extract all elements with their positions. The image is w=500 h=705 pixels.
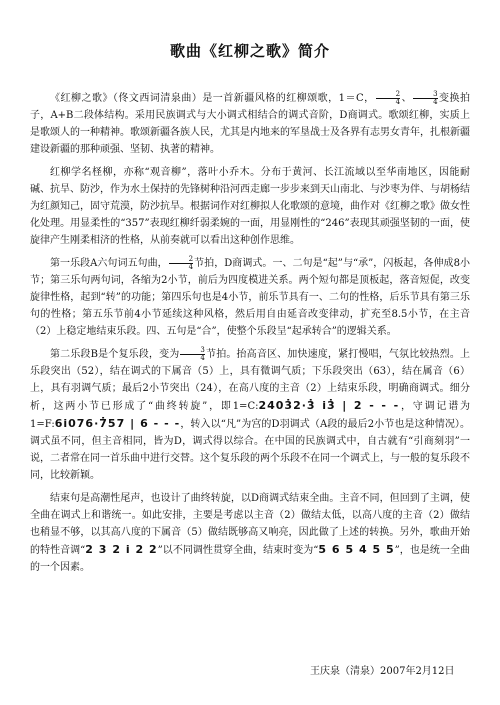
separator-dot: 、 [401, 93, 413, 104]
time-signature-2-4: $\frac{2}{4}$ [169, 256, 193, 271]
author-signature: 王庆泉（清泉）2007年2月12日 [310, 666, 455, 677]
paragraph-1-text-a: 《红柳之歌》（佟文西词清泉曲）是一首新疆风格的红柳颂歌，1＝C， [50, 93, 375, 104]
paragraph-3 [30, 255, 470, 340]
jianpu-notation-1: 2403̇2·3̇ i3̇ | 2 - - - [258, 399, 400, 412]
paragraph-5-text-b: ”以不同调性贯穿全曲，结束时变为“ [157, 545, 319, 556]
paragraph-5-text-a: 结束句是高潮性尾声，也设计了曲终转旋，以D商调式结束全曲。主音不同，但回到了主调，使全曲在调式上和谐统一。如此安排，主要是考虑以主音（2）做结太低，以高八度的主音（2）做结也稍显不够，以其高八度的下属音（5）做结既够高又响亮，因此做了上述的转换。另外，歌曲开始的特性音调“ [30, 493, 470, 556]
time-signature-2-4: $\frac{2}{4}$ [376, 91, 400, 106]
jianpu-notation-3: 2 3 2 i 2 2 [85, 543, 158, 556]
time-signature-3-4: $\frac{3}{4}$ [180, 347, 204, 362]
paragraph-3-text-a: 第一乐段A六句词五句曲， [50, 258, 168, 269]
document-title: 歌曲《红柳之歌》简介 [169, 42, 330, 60]
paragraph-5 [30, 490, 470, 576]
paragraph-4-text-b: 节拍。抬高音区、加快速度，紧打慢唱，气氛比较热烈。上乐段突出（52），结在调式的下属音（5）上，具有微调气质；下乐段突出（63），结在属音（6）上，具有羽调气质；最后2小节突出（24），在高八度的主音（2）上结束乐段，明确商调式。细分析，这两小节已形成了“曲终转旋”，即1=C: [30, 349, 470, 412]
paragraph-4-text-d: ，转入以“凡”为宫的D羽调式（A段的最后2小节也是这种情况）。调式虽不同，但主音相同，皆为D，调式得以综合。在中国的民族调式中，自古就有“引商刻羽”一说，二者常在同一首乐曲中进行交替。这个复乐段的两个乐段不在同一个调式上，与一般的复乐段不同，比较新颖。 [30, 419, 471, 481]
jianpu-notation-2: 6i076·7̇57 | 6 - - - [54, 417, 181, 430]
paragraph-1-text-b: 变换拍子，A+B二段体结构。采用民族调式与大小调式相结合的调式音阶，D商调式。歌颂红柳，实质上是歌颂人的一种精神。歌颂新疆各族人民，尤其是内地来的军垦战士及各界有志男女青年，扎根新疆建设新疆的那种顽强、坚韧、执著的精神。 [30, 93, 471, 155]
paragraph-1 [30, 90, 470, 158]
paragraph-4-text-a: 第二乐段B是个复乐段，变为 [50, 349, 180, 360]
paragraph-2: 红柳学名柽柳，亦称“观音柳”，落叶小乔木。分布于黄河、长江流域以至华南地区，因能耐碱、抗旱、防沙，作为水土保持的先锋树种沿河西走廊一步步来到天山南北、与沙枣为伴、与胡杨结为红颜知己，固守荒漠，防沙抗旱。根据词作对红柳拟人化歌颂的意境，曲作对《红柳之歌》做女性化处理。用显柔性的“357”表现红柳纤弱柔婉的一面，用显刚性的“246”表现其顽强坚韧的一面，使旋律产生刚柔相济的性格，从前奏就可以看出这种创作思维。 [30, 167, 470, 246]
time-signature-3-4: $\frac{3}{4}$ [413, 91, 437, 106]
paragraph-5-text-c: ”，也是统一全曲的一个因素。 [30, 545, 470, 573]
paragraph-4 [30, 346, 470, 484]
jianpu-notation-4: 5 6 5 4 5 5 [318, 543, 395, 556]
article-body [30, 90, 470, 582]
paragraph-3-text-b: 节拍，D商调式。一、二句是“起”与“承”，闪板起，各伸成8小节；第三乐句两句词，各缩为2小节，前后为四度模进关系。两个短句都是顶板起，落音短促，改变旋律性格，起到“转”的功能；第四乐句也是4小节，前乐节具有一、二句的性格，后乐节具有第三乐句的性格；第五乐节前4小节延续这种风格，然后用自由延音改变律动，扩充至8.5小节，在主音（2）上稳定地结束乐段。四、五句是“合”，使整个乐段呈“起承转合”的逻辑关系。 [30, 258, 470, 337]
paragraph-4-text-c: ，守调记谱为1=F: [30, 401, 470, 430]
